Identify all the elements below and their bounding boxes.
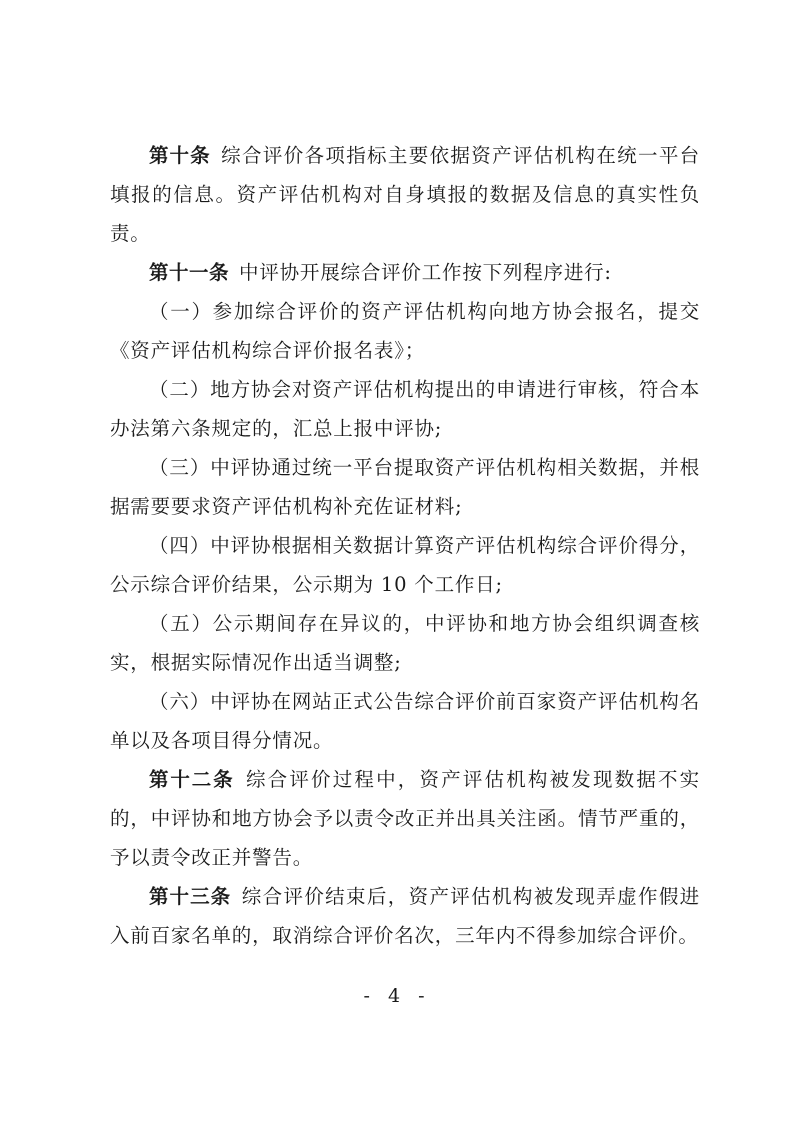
document-body: [110, 136, 700, 955]
article-12: [110, 760, 700, 877]
page-number: - 4 -: [363, 985, 431, 1007]
article-12-text: 综合评价过程中，资产评估机构被发现数据不实的，中评协和地方协会予以责令改正并出具关注函。情节严重的，予以责令改正并警告。: [110, 768, 700, 869]
article-13-label: 第十三条: [149, 885, 232, 908]
procedure-item-4: （四）中评协根据相关数据计算资产评估机构综合评价得分，公示综合评价结果，公示期为 10 个工作日;: [110, 534, 700, 596]
article-10-text: 综合评价各项指标主要依据资产评估机构在统一平台填报的信息。资产评估机构对自身填报的数据及信息的真实性负责。: [110, 144, 700, 245]
article-11: [110, 253, 700, 292]
procedure-item-6: （六）中评协在网站正式公告综合评价前百家资产评估机构名单以及各项目得分情况。: [110, 690, 700, 752]
article-13: [110, 877, 700, 955]
article-10-label: 第十条: [149, 144, 211, 167]
procedure-item-5: （五）公示期间存在异议的，中评协和地方协会组织调查核实，根据实际情况作出适当调整;: [110, 612, 700, 674]
article-12-label: 第十二条: [149, 768, 235, 791]
article-11-label: 第十一条: [149, 261, 230, 284]
procedure-item-3: （三）中评协通过统一平台提取资产评估机构相关数据，并根据需要要求资产评估机构补充佐证材料;: [110, 456, 700, 518]
article-11-text: 中评协开展综合评价工作按下列程序进行:: [239, 261, 612, 284]
procedure-item-2: （二）地方协会对资产评估机构提出的申请进行审核，符合本办法第六条规定的，汇总上报中评协;: [110, 378, 700, 440]
article-13-text: 综合评价结束后，资产评估机构被发现弄虚作假进入前百家名单的，取消综合评价名次，三年内不得参加综合评价。: [110, 885, 700, 947]
article-10: [110, 136, 700, 253]
procedure-item-1: （一）参加综合评价的资产评估机构向地方协会报名，提交《资产评估机构综合评价报名表》；: [110, 300, 700, 362]
